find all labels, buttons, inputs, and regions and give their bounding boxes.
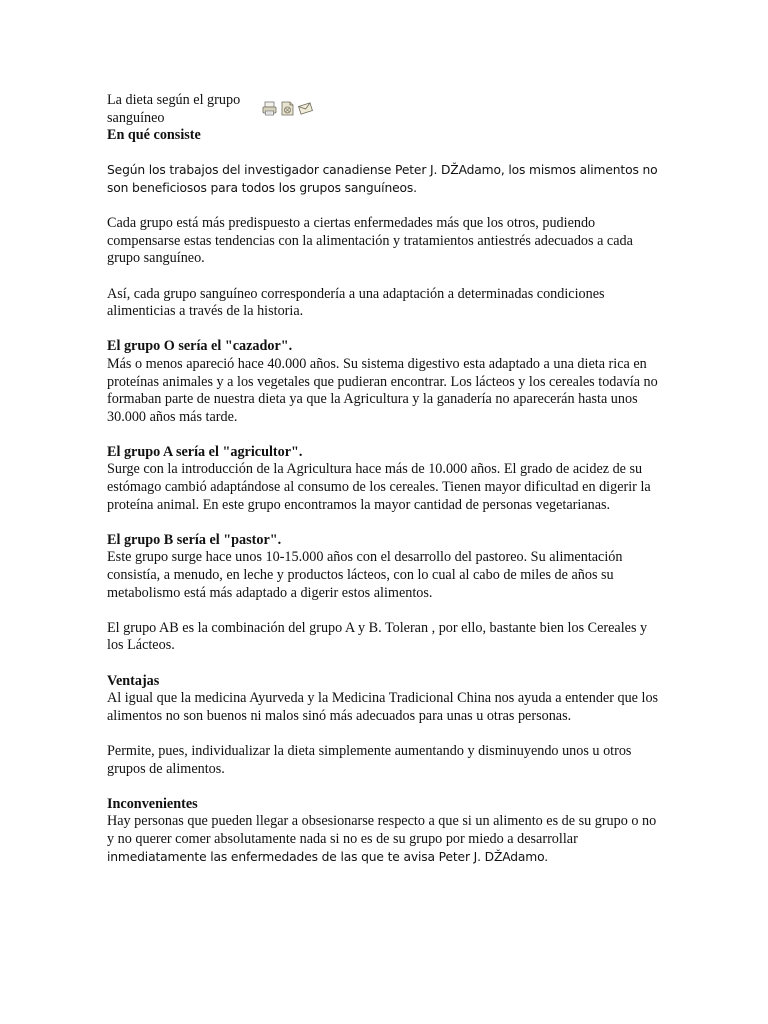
paragraph-adaptation: Así, cada grupo sanguíneo correspondería a una adaptación a determinadas condiciones alimenticias a través de la historia. — [107, 285, 605, 320]
paragraph-intro: Según los trabajos del investigador canadiense Peter J. DŽAdamo, los mismos alimentos no son beneficiosos para todos los grupos sanguíneos. — [107, 163, 658, 195]
paragraph-group-a: Surge con la introducción de la Agricultura hace más de 10.000 años. El grado de acidez de su estómago cambió adaptándose al consumo de los cereales. Tienen mayor dificultad en digerir la proteína animal. En este grupo encontramos la mayor cantidad de personas vegetarianas. — [107, 461, 651, 513]
document-title: La dieta según el grupo sanguíneo — [107, 92, 241, 126]
action-icons — [262, 101, 313, 116]
document-page — [107, 92, 663, 866]
pdf-icon[interactable] — [280, 101, 295, 116]
heading-group-b: El grupo B sería el "pastor". — [107, 531, 282, 548]
paragraph-group-b: Este grupo surge hace unos 10-15.000 años con el desarrollo del pastoreo. Su alimentación consistía, a menudo, en leche y productos lácteos, con lo cual al cabo de miles de años su metabolismo está más adaptado a digerir estos alimentos. — [107, 549, 623, 601]
heading-ventajas: Ventajas — [107, 672, 160, 689]
paragraph-inconvenientes-end: inmediatamente las enfermedades de las que te avisa Peter J. DŽAdamo. — [107, 849, 549, 864]
paragraph-group-o: Más o menos apareció hace 40.000 años. Su sistema digestivo esta adaptado a una dieta rica en proteínas animales y a los vegetales que pudieran encontrar. Los lácteos y los cereales todavía no formaban parte de nuestra dieta ya que la Agricultura y la ganadería no aparecerán hasta unos 30.000 años más tarde. — [107, 355, 658, 425]
print-icon[interactable] — [262, 101, 277, 116]
paragraph-group-ab: El grupo AB es la combinación del grupo A y B. Toleran , por ello, bastante bien los Cereales y los Lácteos. — [107, 619, 648, 654]
paragraph-predisposition: Cada grupo está más predispuesto a ciertas enfermedades más que los otros, pudiendo compensarse estas tendencias con la alimentación y tratamientos antiestrés adecuados a cada grupo sanguíneo. — [107, 215, 633, 267]
email-icon[interactable] — [298, 101, 313, 116]
paragraph-ventajas-2: Permite, pues, individualizar la dieta simplemente aumentando y disminuyendo unos u otros grupos de alimentos. — [107, 742, 632, 777]
paragraph-ventajas: Al igual que la medicina Ayurveda y la Medicina Tradicional China nos ayuda a entender que los alimentos no son buenos ni malos sinó más adecuados para unas u otras personas. — [107, 690, 659, 724]
section-heading-en-que-consiste: En qué consiste — [107, 127, 201, 144]
title-row — [107, 92, 663, 127]
heading-inconvenientes: Inconvenientes — [107, 795, 198, 812]
paragraph-inconvenientes: Hay personas que pueden llegar a obsesionarse respecto a que si un alimento es de su grupo o no y no querer comer absolutamente nada si no es de su grupo por miedo a desarrollar — [107, 813, 657, 847]
heading-group-o: El grupo O sería el "cazador". — [107, 338, 293, 355]
heading-group-a: El grupo A sería el "agricultor". — [107, 443, 303, 460]
